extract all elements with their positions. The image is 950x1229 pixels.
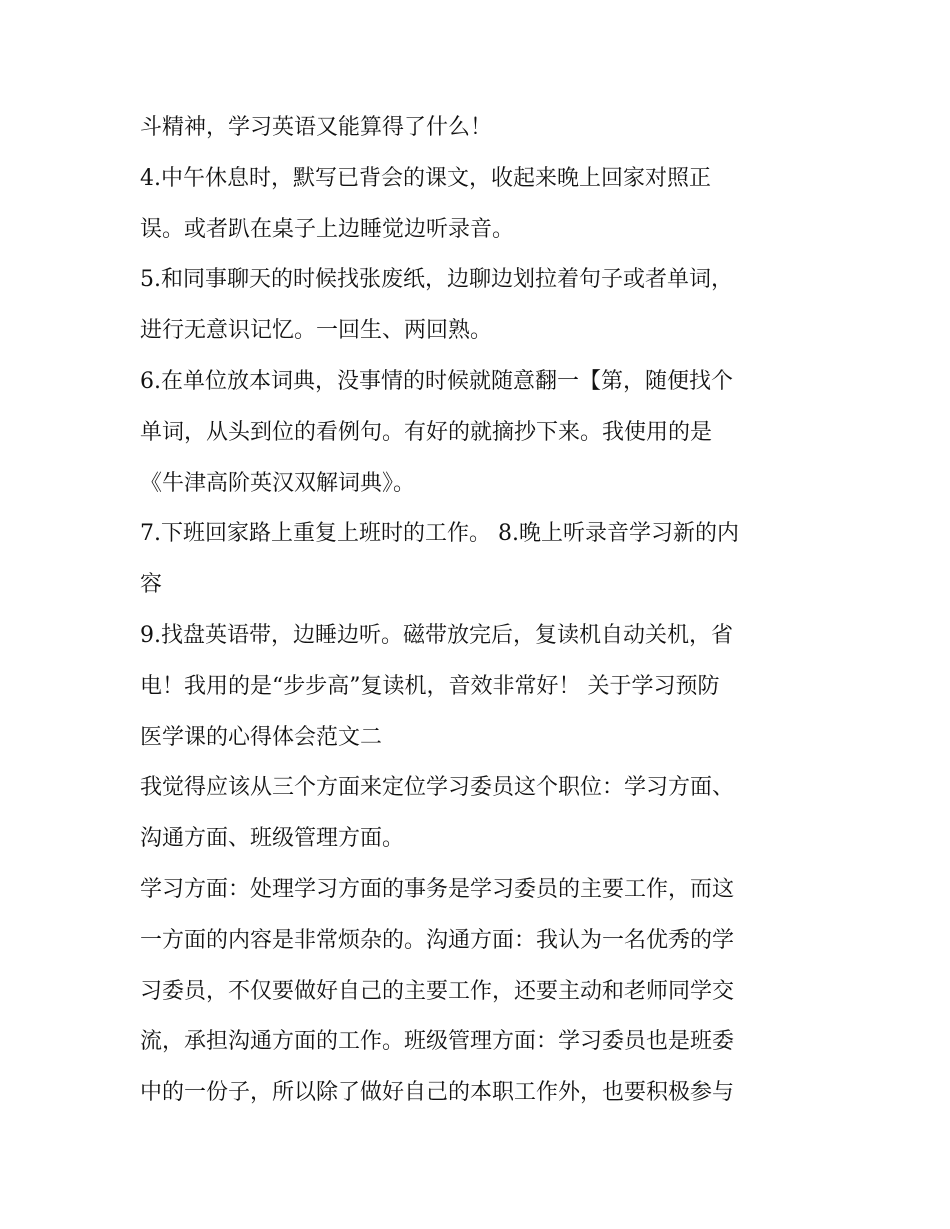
- text-line: 电！我用的是“步步高”复读机，音效非常好！ 关于学习预防: [140, 673, 720, 699]
- text-line: 6.在单位放本词典，没事情的时候就随意翻一【第，随便找个: [140, 368, 733, 394]
- text-line: 中的一份子，所以除了做好自己的本职工作外，也要积极参与: [140, 1080, 735, 1106]
- text-line: 容: [140, 572, 163, 598]
- text-line: 流，承担沟通方面的工作。班级管理方面：学习委员也是班委: [140, 1029, 735, 1055]
- text-line: 医学课的心得体会范文二: [140, 724, 383, 750]
- text-line: 一方面的内容是非常烦杂的。沟通方面：我认为一名优秀的学: [140, 927, 735, 953]
- text-line: 我觉得应该从三个方面来定位学习委员这个职位：学习方面、: [140, 775, 735, 801]
- text-line: 斗精神，学习英语又能算得了什么！: [140, 115, 493, 140]
- text-line: 学习方面：处理学习方面的事务是学习委员的主要工作，而这: [140, 876, 735, 902]
- text-line: 进行无意识记忆。一回生、两回熟。: [140, 318, 493, 344]
- text-line: 习委员，不仅要做好自己的主要工作，还要主动和老师同学交: [140, 978, 735, 1004]
- text-line: 5.和同事聊天的时候找张废纸，边聊边划拉着句子或者单词，: [140, 267, 733, 293]
- text-line: 7.下班回家路上重复上班时的工作。 8.晚上听录音学习新的内: [140, 521, 739, 547]
- text-line: 沟通方面、班级管理方面。: [140, 826, 405, 852]
- text-line: 4.中午休息时，默写已背会的课文，收起来晚上回家对照正: [140, 165, 711, 191]
- document-body: [140, 103, 820, 1119]
- text-line: 《牛津高阶英汉双解词典》。: [140, 470, 416, 496]
- text-line: 9.找盘英语带，边睡边听。磁带放完后，复读机自动关机，省: [140, 622, 733, 648]
- text-line: 误。或者趴在桌子上边睡觉边听录音。: [140, 216, 515, 242]
- text-line: 单词，从头到位的看例句。有好的就摘抄下来。我使用的是: [140, 419, 713, 445]
